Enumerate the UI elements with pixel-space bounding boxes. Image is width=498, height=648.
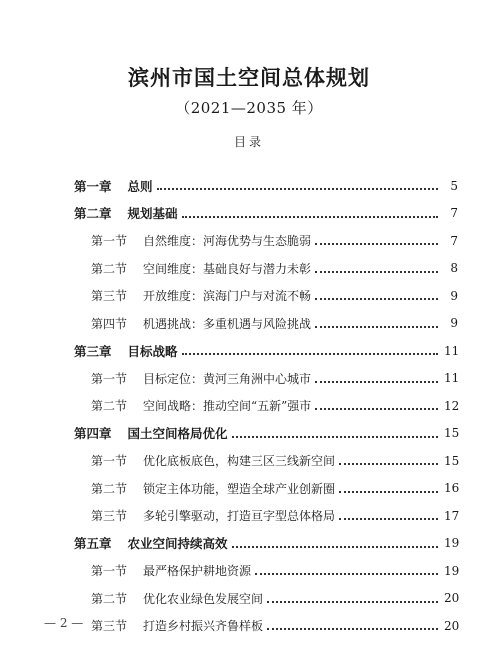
toc-entry-number: 第四节 <box>91 316 128 331</box>
toc-section-row[interactable] <box>74 227 458 255</box>
toc-page-number: 9 <box>450 288 458 303</box>
toc-section-row[interactable] <box>74 585 458 613</box>
toc-entry-number: 第二节 <box>91 261 128 276</box>
toc-entry-label <box>91 617 263 634</box>
toc-page-number: 11 <box>444 371 460 386</box>
toc-page-number: 20 <box>444 618 460 633</box>
toc-entry-label <box>91 287 311 304</box>
toc-entry-title: 多轮引擎驱动，打造亘字型总体格局 <box>143 509 336 524</box>
toc-entry-label <box>91 232 311 249</box>
toc-entry-title: 空间维度：基础良好与潜力未彰 <box>143 261 312 276</box>
toc-chapter-row[interactable] <box>74 530 458 558</box>
toc-page-number: 17 <box>444 508 460 523</box>
toc-chapter-row[interactable] <box>74 420 458 448</box>
toc-entry-label <box>91 452 335 469</box>
dot-leader <box>315 297 438 300</box>
toc-entry-title: 总则 <box>127 178 153 194</box>
toc-entry-number: 第二节 <box>91 481 128 496</box>
dot-leader <box>339 490 438 493</box>
toc-entry-number: 第一节 <box>91 234 128 249</box>
toc-page-number: 7 <box>450 233 458 248</box>
document-subtitle: （2021—2035 年） <box>175 99 323 117</box>
dot-leader <box>339 462 438 465</box>
toc-entry-label <box>91 507 335 524</box>
toc-entry-number: 第五章 <box>74 536 112 552</box>
toc-entry-title: 开放维度：滨海门户与对流不畅 <box>143 289 312 304</box>
toc-page-number: 7 <box>450 206 458 221</box>
dot-leader <box>315 407 438 410</box>
toc-entry-label <box>74 204 178 222</box>
toc-entry-label <box>74 534 228 552</box>
toc-page-number: 5 <box>450 178 458 193</box>
toc-entry-label <box>74 342 178 360</box>
toc-section-row[interactable] <box>74 447 458 475</box>
dot-leader <box>232 545 438 548</box>
toc-entry-number: 第一节 <box>91 564 128 579</box>
toc-entry-label <box>91 590 263 607</box>
toc-section-row[interactable] <box>74 475 458 503</box>
toc-entry-title: 机遇挑战：多重机遇与风险挑战 <box>143 316 312 331</box>
toc-heading: 目录 <box>233 135 264 149</box>
table-of-contents <box>74 172 458 640</box>
toc-section-row[interactable] <box>74 310 458 338</box>
toc-entry-title: 自然维度：河海优势与生态脆弱 <box>143 234 312 249</box>
toc-page-number: 12 <box>444 398 460 413</box>
toc-entry-label <box>74 424 228 442</box>
toc-entry-label <box>91 315 311 332</box>
dot-leader <box>315 380 438 383</box>
toc-entry-number: 第三节 <box>91 289 128 304</box>
page-number-footer: — 2 — <box>44 616 84 630</box>
toc-section-row[interactable] <box>74 392 458 420</box>
toc-page-number: 20 <box>444 591 460 606</box>
toc-chapter-row[interactable] <box>74 200 458 228</box>
dot-leader <box>232 435 438 438</box>
toc-entry-title: 最严格保护耕地资源 <box>143 564 252 579</box>
toc-section-row[interactable] <box>74 502 458 530</box>
toc-page-number: 11 <box>444 343 460 358</box>
toc-chapter-row[interactable] <box>74 337 458 365</box>
dot-leader <box>339 517 438 520</box>
toc-entry-number: 第二章 <box>74 206 112 222</box>
toc-entry-number: 第三章 <box>74 343 112 359</box>
toc-entry-title: 优化农业绿色发展空间 <box>143 591 264 606</box>
toc-entry-title: 锁定主体功能，塑造全球产业创新圈 <box>143 481 336 496</box>
toc-section-row[interactable] <box>74 282 458 310</box>
toc-page-number: 15 <box>444 426 460 441</box>
toc-entry-number: 第一章 <box>74 178 112 194</box>
toc-entry-title: 目标定位：黄河三角洲中心城市 <box>143 371 312 386</box>
toc-entry-number: 第二节 <box>91 591 128 606</box>
toc-entry-number: 第三节 <box>91 619 128 634</box>
toc-page-number: 8 <box>450 261 458 276</box>
toc-entry-label <box>91 370 311 387</box>
dot-leader <box>267 600 438 603</box>
document-title: 滨州市国土空间总体规划 <box>128 65 370 90</box>
dot-leader <box>315 325 438 328</box>
toc-chapter-row[interactable] <box>74 172 458 200</box>
toc-section-row[interactable] <box>74 255 458 283</box>
toc-page-number: 9 <box>450 316 458 331</box>
toc-entry-number: 第一节 <box>91 371 128 386</box>
dot-leader <box>182 215 438 218</box>
toc-entry-number: 第四章 <box>74 426 112 442</box>
toc-entry-label <box>91 562 251 579</box>
toc-section-row[interactable] <box>74 557 458 585</box>
dot-leader <box>315 270 438 273</box>
toc-page-number: 16 <box>444 481 460 496</box>
toc-entry-title: 目标战略 <box>127 343 178 359</box>
toc-entry-title: 空间战略：推动空间“五新”强市 <box>143 399 312 414</box>
toc-entry-title: 农业空间持续高效 <box>127 536 228 552</box>
toc-entry-label <box>91 397 311 414</box>
toc-entry-label <box>74 177 153 195</box>
toc-section-row[interactable] <box>74 365 458 393</box>
dot-leader <box>315 242 438 245</box>
toc-entry-title: 打造乡村振兴齐鲁样板 <box>143 619 264 634</box>
dot-leader <box>255 572 438 575</box>
toc-entry-label <box>91 480 335 497</box>
toc-entry-label <box>91 260 311 277</box>
toc-entry-title: 国土空间格局优化 <box>127 426 228 442</box>
toc-page-number: 19 <box>444 536 460 551</box>
toc-entry-number: 第二节 <box>91 399 128 414</box>
toc-entry-number: 第一节 <box>91 454 128 469</box>
toc-entry-number: 第三节 <box>91 509 128 524</box>
toc-entry-title: 优化底板底色，构建三区三线新空间 <box>143 454 336 469</box>
dot-leader <box>157 187 438 190</box>
toc-entry-title: 规划基础 <box>127 206 178 222</box>
toc-page-number: 15 <box>444 453 460 468</box>
toc-section-row[interactable] <box>74 612 458 640</box>
dot-leader <box>267 627 438 630</box>
toc-page-number: 19 <box>444 563 460 578</box>
dot-leader <box>182 352 438 355</box>
